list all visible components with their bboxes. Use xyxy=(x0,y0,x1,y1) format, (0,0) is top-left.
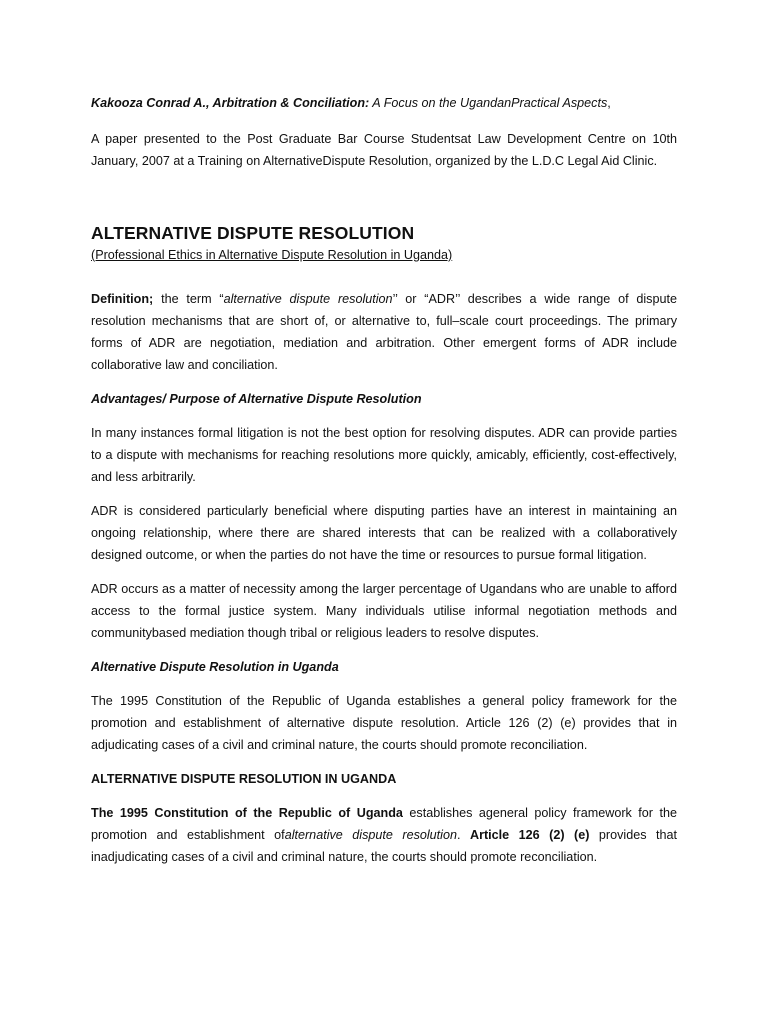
definition-label: Definition; xyxy=(91,292,154,306)
advantages-paragraph-1: In many instances formal litigation is not the best option for resolving disputes. ADR can provide parties to a dispute with mechanisms for reaching resolutions more quickly, amicably, efficiently, cost-effectively, and less arbitrarily. xyxy=(91,426,677,484)
uganda-p2-text-3: provides that inadjudicating cases of a civil and criminal nature, the courts should promote reconciliation. xyxy=(91,828,677,864)
document-page xyxy=(91,92,677,880)
citation-trailing: , xyxy=(607,96,611,110)
definition-paragraph xyxy=(91,288,677,376)
uganda-caps-heading: ALTERNATIVE DISPUTE RESOLUTION IN UGANDA xyxy=(91,772,397,786)
advantages-paragraph-2: ADR is considered particularly beneficial where disputing parties have an interest in maintaining an ongoing relationship, where there are shared interests that can be realized with a collaboratively designed outcome, or when the parties do not have the time or resources to pursue formal litigation. xyxy=(91,504,677,562)
advantages-heading: Advantages/ Purpose of Alternative Dispute Resolution xyxy=(91,392,422,406)
document-subtitle: (Professional Ethics in Alternative Dispute Resolution in Uganda) xyxy=(91,248,453,262)
citation-author-title: Kakooza Conrad A., Arbitration & Conciliation: xyxy=(91,96,370,110)
uganda-p2-bold-1: The 1995 Constitution of the Republic of Uganda xyxy=(91,806,403,820)
main-title: ALTERNATIVE DISPUTE RESOLUTION xyxy=(91,223,415,243)
uganda-heading: Alternative Dispute Resolution in Uganda xyxy=(91,660,339,674)
uganda-paragraph-2 xyxy=(91,802,677,868)
definition-part1: the term “ xyxy=(153,292,224,306)
definition-term: alternative dispute resolution xyxy=(223,292,393,306)
uganda-p2-italic: alternative dispute resolution xyxy=(284,828,457,842)
presented-paragraph: A paper presented to the Post Graduate Bar Course Studentsat Law Development Centre on 10th January, 2007 at a Training on AlternativeDispute Resolution, organized by the L.D.C Legal Aid Clinic. xyxy=(91,132,677,168)
uganda-p2-text-2: . xyxy=(456,828,470,842)
citation-subtitle: A Focus on the UgandanPractical Aspects xyxy=(369,96,608,110)
definition-part2: ’’ or “ADR’’ describes a wide range of dispute resolution mechanisms that are short of, or alternative to, full–scale court proceedings. The primary forms of ADR are negotiation, mediation and arbitration. Other emergent forms of ADR include collaborative law and conciliation. xyxy=(91,292,677,372)
advantages-paragraph-3: ADR occurs as a matter of necessity among the larger percentage of Ugandans who are unable to afford access to the formal justice system. Many individuals utilise informal negotiation methods and communitybased mediation though tribal or religious leaders to resolve disputes. xyxy=(91,582,677,640)
uganda-paragraph-1: The 1995 Constitution of the Republic of Uganda establishes a general policy framework for the promotion and establishment of alternative dispute resolution. Article 126 (2) (e) provides that in adjudicating cases of a civil and criminal nature, the courts should promote reconciliation. xyxy=(91,694,677,752)
uganda-p2-bold-2: Article 126 (2) (e) xyxy=(469,828,590,842)
citation-line xyxy=(91,92,677,114)
uganda-p2-text-1: establishes ageneral policy framework for the promotion and establishment of xyxy=(91,806,677,842)
